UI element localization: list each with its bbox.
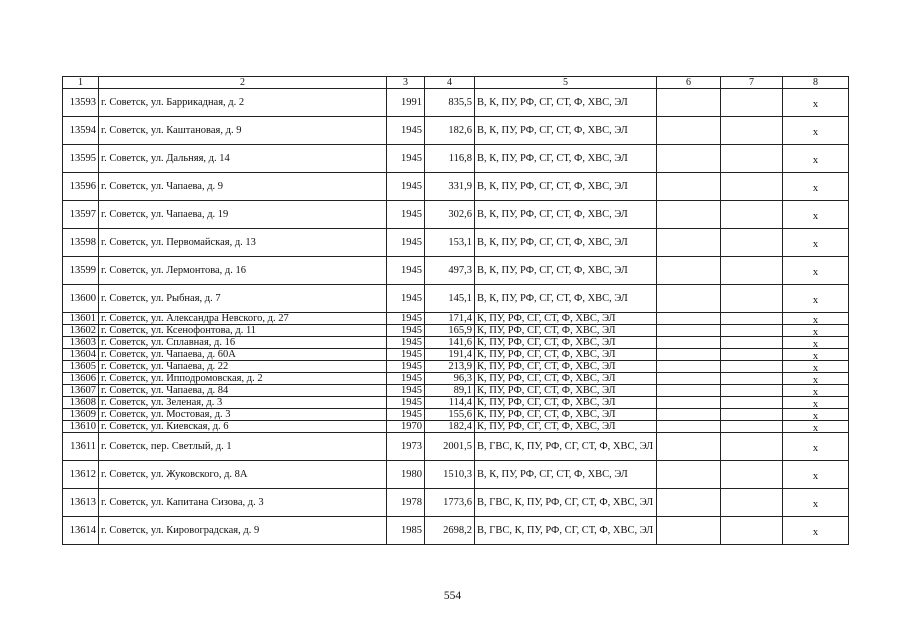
- cell-mark: х: [812, 210, 819, 222]
- cell-col6: [657, 325, 721, 337]
- table-row: [63, 229, 849, 257]
- cell-mark: х: [812, 182, 819, 194]
- cell-id: 13609: [63, 409, 99, 421]
- cell-systems: К, ПУ, РФ, СГ, СТ, Ф, ХВС, ЭЛ: [475, 409, 657, 421]
- cell-address: г. Советск, ул. Чапаева, д. 19: [99, 201, 387, 229]
- cell-area: 2698,2: [425, 517, 475, 545]
- cell-id: 13611: [63, 433, 99, 461]
- cell-systems: К, ПУ, РФ, СГ, СТ, Ф, ХВС, ЭЛ: [475, 313, 657, 325]
- cell-col8: [783, 433, 849, 461]
- table-row: [63, 409, 849, 421]
- cell-col8: [783, 385, 849, 397]
- cell-year: 1945: [387, 349, 425, 361]
- cell-area: 114,4: [425, 397, 475, 409]
- cell-col8: [783, 285, 849, 313]
- cell-year: 1985: [387, 517, 425, 545]
- cell-id: 13610: [63, 421, 99, 433]
- table-row: [63, 517, 849, 545]
- cell-col7: [721, 421, 783, 433]
- cell-id: 13613: [63, 489, 99, 517]
- cell-area: 835,5: [425, 89, 475, 117]
- cell-col6: [657, 145, 721, 173]
- cell-address: г. Советск, ул. Лермонтова, д. 16: [99, 257, 387, 285]
- housing-table: [62, 76, 849, 545]
- cell-area: 191,4: [425, 349, 475, 361]
- cell-col7: [721, 409, 783, 421]
- cell-col7: [721, 325, 783, 337]
- table-row: [63, 117, 849, 145]
- cell-year: 1945: [387, 145, 425, 173]
- cell-mark: х: [812, 422, 819, 433]
- cell-mark: х: [812, 374, 819, 385]
- cell-col6: [657, 173, 721, 201]
- cell-col7: [721, 117, 783, 145]
- cell-id: 13597: [63, 201, 99, 229]
- cell-year: 1945: [387, 229, 425, 257]
- header-cell: 5: [475, 77, 657, 89]
- cell-area: 331,9: [425, 173, 475, 201]
- cell-id: 13605: [63, 361, 99, 373]
- cell-address: г. Советск, ул. Кировоградская, д. 9: [99, 517, 387, 545]
- page-number: 554: [443, 590, 462, 602]
- cell-mark: х: [812, 294, 819, 306]
- cell-id: 13608: [63, 397, 99, 409]
- cell-year: 1945: [387, 173, 425, 201]
- cell-address: г. Советск, пер. Светлый, д. 1: [99, 433, 387, 461]
- cell-id: 13596: [63, 173, 99, 201]
- cell-systems: В, К, ПУ, РФ, СГ, СТ, Ф, ХВС, ЭЛ: [475, 145, 657, 173]
- cell-mark: х: [812, 470, 819, 482]
- table-row: [63, 361, 849, 373]
- cell-col7: [721, 385, 783, 397]
- cell-col8: [783, 361, 849, 373]
- cell-address: г. Советск, ул. Зеленая, д. 3: [99, 397, 387, 409]
- cell-col8: [783, 421, 849, 433]
- cell-address: г. Советск, ул. Рыбная, д. 7: [99, 285, 387, 313]
- cell-id: 13607: [63, 385, 99, 397]
- cell-address: г. Советск, ул. Киевская, д. 6: [99, 421, 387, 433]
- cell-area: 1773,6: [425, 489, 475, 517]
- cell-area: 89,1: [425, 385, 475, 397]
- cell-col7: [721, 257, 783, 285]
- cell-address: г. Советск, ул. Чапаева, д. 60А: [99, 349, 387, 361]
- cell-systems: К, ПУ, РФ, СГ, СТ, Ф, ХВС, ЭЛ: [475, 349, 657, 361]
- cell-col7: [721, 173, 783, 201]
- cell-area: 302,6: [425, 201, 475, 229]
- cell-year: 1970: [387, 421, 425, 433]
- cell-mark: х: [812, 266, 819, 278]
- cell-col6: [657, 285, 721, 313]
- cell-col7: [721, 89, 783, 117]
- header-cell: 3: [387, 77, 425, 89]
- cell-area: 1510,3: [425, 461, 475, 489]
- cell-col8: [783, 173, 849, 201]
- cell-id: 13598: [63, 229, 99, 257]
- table-row: [63, 373, 849, 385]
- header-cell: 2: [99, 77, 387, 89]
- table-row: [63, 201, 849, 229]
- header-cell: 7: [721, 77, 783, 89]
- table-row: [63, 461, 849, 489]
- cell-col8: [783, 373, 849, 385]
- cell-address: г. Советск, ул. Дальняя, д. 14: [99, 145, 387, 173]
- cell-year: 1978: [387, 489, 425, 517]
- cell-year: 1945: [387, 361, 425, 373]
- cell-col8: [783, 489, 849, 517]
- cell-col6: [657, 489, 721, 517]
- cell-col6: [657, 89, 721, 117]
- cell-col6: [657, 313, 721, 325]
- cell-area: 153,1: [425, 229, 475, 257]
- cell-col8: [783, 517, 849, 545]
- cell-area: 96,3: [425, 373, 475, 385]
- cell-col7: [721, 361, 783, 373]
- cell-systems: К, ПУ, РФ, СГ, СТ, Ф, ХВС, ЭЛ: [475, 373, 657, 385]
- header-cell: 8: [783, 77, 849, 89]
- cell-address: г. Советск, ул. Ипподромовская, д. 2: [99, 373, 387, 385]
- cell-mark: х: [812, 362, 819, 373]
- cell-id: 13604: [63, 349, 99, 361]
- cell-address: г. Советск, ул. Чапаева, д. 22: [99, 361, 387, 373]
- cell-id: 13614: [63, 517, 99, 545]
- cell-mark: х: [812, 386, 819, 397]
- cell-year: 1945: [387, 285, 425, 313]
- table-row: [63, 337, 849, 349]
- cell-year: 1991: [387, 89, 425, 117]
- cell-id: 13603: [63, 337, 99, 349]
- cell-mark: х: [812, 126, 819, 138]
- cell-col7: [721, 373, 783, 385]
- cell-year: 1945: [387, 313, 425, 325]
- cell-year: 1980: [387, 461, 425, 489]
- cell-id: 13601: [63, 313, 99, 325]
- cell-col7: [721, 285, 783, 313]
- cell-systems: К, ПУ, РФ, СГ, СТ, Ф, ХВС, ЭЛ: [475, 361, 657, 373]
- table-row: [63, 257, 849, 285]
- cell-mark: х: [812, 338, 819, 349]
- table-row: [63, 349, 849, 361]
- table-row: [63, 89, 849, 117]
- table-row: [63, 313, 849, 325]
- cell-year: 1945: [387, 373, 425, 385]
- cell-systems: В, К, ПУ, РФ, СГ, СТ, Ф, ХВС, ЭЛ: [475, 201, 657, 229]
- table-row: [63, 421, 849, 433]
- cell-systems: В, ГВС, К, ПУ, РФ, СГ, СТ, Ф, ХВС, ЭЛ: [475, 489, 657, 517]
- cell-address: г. Советск, ул. Мостовая, д. 3: [99, 409, 387, 421]
- cell-area: 182,4: [425, 421, 475, 433]
- cell-address: г. Советск, ул. Капитана Сизова, д. 3: [99, 489, 387, 517]
- cell-col7: [721, 201, 783, 229]
- cell-col6: [657, 201, 721, 229]
- cell-col6: [657, 461, 721, 489]
- cell-col6: [657, 433, 721, 461]
- cell-col6: [657, 421, 721, 433]
- cell-systems: В, К, ПУ, РФ, СГ, СТ, Ф, ХВС, ЭЛ: [475, 89, 657, 117]
- cell-address: г. Советск, ул. Жуковского, д. 8А: [99, 461, 387, 489]
- cell-col8: [783, 201, 849, 229]
- cell-mark: х: [812, 442, 819, 454]
- cell-mark: х: [812, 326, 819, 337]
- cell-systems: В, К, ПУ, РФ, СГ, СТ, Ф, ХВС, ЭЛ: [475, 117, 657, 145]
- cell-area: 171,4: [425, 313, 475, 325]
- cell-mark: х: [812, 498, 819, 510]
- table-row: [63, 489, 849, 517]
- cell-col6: [657, 117, 721, 145]
- cell-col6: [657, 361, 721, 373]
- cell-area: 497,3: [425, 257, 475, 285]
- cell-col8: [783, 257, 849, 285]
- cell-area: 165,9: [425, 325, 475, 337]
- cell-col8: [783, 349, 849, 361]
- cell-col8: [783, 397, 849, 409]
- cell-col7: [721, 433, 783, 461]
- cell-address: г. Советск, ул. Александра Невского, д. 27: [99, 313, 387, 325]
- cell-col7: [721, 489, 783, 517]
- cell-id: 13602: [63, 325, 99, 337]
- cell-systems: К, ПУ, РФ, СГ, СТ, Ф, ХВС, ЭЛ: [475, 385, 657, 397]
- cell-address: г. Советск, ул. Первомайская, д. 13: [99, 229, 387, 257]
- cell-col8: [783, 89, 849, 117]
- cell-year: 1945: [387, 409, 425, 421]
- cell-col7: [721, 461, 783, 489]
- cell-area: 182,6: [425, 117, 475, 145]
- cell-col6: [657, 385, 721, 397]
- cell-systems: В, К, ПУ, РФ, СГ, СТ, Ф, ХВС, ЭЛ: [475, 229, 657, 257]
- cell-mark: х: [812, 154, 819, 166]
- cell-systems: К, ПУ, РФ, СГ, СТ, Ф, ХВС, ЭЛ: [475, 421, 657, 433]
- cell-systems: В, ГВС, К, ПУ, РФ, СГ, СТ, Ф, ХВС, ЭЛ: [475, 517, 657, 545]
- cell-address: г. Советск, ул. Чапаева, д. 9: [99, 173, 387, 201]
- cell-col6: [657, 397, 721, 409]
- cell-col7: [721, 349, 783, 361]
- cell-area: 213,9: [425, 361, 475, 373]
- cell-col8: [783, 461, 849, 489]
- cell-systems: К, ПУ, РФ, СГ, СТ, Ф, ХВС, ЭЛ: [475, 325, 657, 337]
- cell-systems: В, К, ПУ, РФ, СГ, СТ, Ф, ХВС, ЭЛ: [475, 257, 657, 285]
- cell-mark: х: [812, 398, 819, 409]
- cell-area: 2001,5: [425, 433, 475, 461]
- cell-area: 145,1: [425, 285, 475, 313]
- table-row: [63, 285, 849, 313]
- table-row: [63, 385, 849, 397]
- cell-systems: В, К, ПУ, РФ, СГ, СТ, Ф, ХВС, ЭЛ: [475, 461, 657, 489]
- cell-col6: [657, 229, 721, 257]
- cell-address: г. Советск, ул. Каштановая, д. 9: [99, 117, 387, 145]
- cell-address: г. Советск, ул. Ксенофонтова, д. 11: [99, 325, 387, 337]
- cell-col8: [783, 229, 849, 257]
- cell-col8: [783, 117, 849, 145]
- cell-year: 1945: [387, 337, 425, 349]
- table-row: [63, 173, 849, 201]
- cell-col6: [657, 409, 721, 421]
- cell-address: г. Советск, ул. Сплавная, д. 16: [99, 337, 387, 349]
- cell-id: 13606: [63, 373, 99, 385]
- header-cell: 1: [63, 77, 99, 89]
- header-cell: 6: [657, 77, 721, 89]
- cell-systems: К, ПУ, РФ, СГ, СТ, Ф, ХВС, ЭЛ: [475, 397, 657, 409]
- cell-systems: В, К, ПУ, РФ, СГ, СТ, Ф, ХВС, ЭЛ: [475, 173, 657, 201]
- cell-col6: [657, 517, 721, 545]
- cell-col6: [657, 349, 721, 361]
- cell-col7: [721, 145, 783, 173]
- cell-id: 13600: [63, 285, 99, 313]
- table-row: [63, 145, 849, 173]
- cell-year: 1945: [387, 257, 425, 285]
- cell-systems: К, ПУ, РФ, СГ, СТ, Ф, ХВС, ЭЛ: [475, 337, 657, 349]
- cell-col6: [657, 257, 721, 285]
- cell-year: 1945: [387, 201, 425, 229]
- cell-year: 1945: [387, 385, 425, 397]
- cell-id: 13612: [63, 461, 99, 489]
- cell-mark: х: [812, 314, 819, 325]
- cell-area: 141,6: [425, 337, 475, 349]
- cell-mark: х: [812, 526, 819, 538]
- cell-col6: [657, 373, 721, 385]
- cell-col8: [783, 145, 849, 173]
- cell-col7: [721, 337, 783, 349]
- cell-col7: [721, 517, 783, 545]
- table-row: [63, 325, 849, 337]
- table-body: [63, 77, 849, 545]
- cell-id: 13595: [63, 145, 99, 173]
- table-row: [63, 397, 849, 409]
- cell-col8: [783, 337, 849, 349]
- cell-year: 1973: [387, 433, 425, 461]
- cell-area: 155,6: [425, 409, 475, 421]
- cell-col7: [721, 229, 783, 257]
- cell-col7: [721, 397, 783, 409]
- cell-address: г. Советск, ул. Чапаева, д. 84: [99, 385, 387, 397]
- cell-col8: [783, 409, 849, 421]
- cell-systems: В, ГВС, К, ПУ, РФ, СГ, СТ, Ф, ХВС, ЭЛ: [475, 433, 657, 461]
- cell-id: 13599: [63, 257, 99, 285]
- table-row: [63, 433, 849, 461]
- cell-col6: [657, 337, 721, 349]
- cell-address: г. Советск, ул. Баррикадная, д. 2: [99, 89, 387, 117]
- header-cell: 4: [425, 77, 475, 89]
- cell-col8: [783, 313, 849, 325]
- cell-id: 13594: [63, 117, 99, 145]
- cell-col7: [721, 313, 783, 325]
- cell-year: 1945: [387, 117, 425, 145]
- cell-year: 1945: [387, 397, 425, 409]
- table-header-row: [63, 77, 849, 89]
- cell-mark: х: [812, 350, 819, 361]
- cell-area: 116,8: [425, 145, 475, 173]
- cell-year: 1945: [387, 325, 425, 337]
- cell-id: 13593: [63, 89, 99, 117]
- cell-mark: х: [812, 98, 819, 110]
- cell-mark: х: [812, 238, 819, 250]
- cell-systems: В, К, ПУ, РФ, СГ, СТ, Ф, ХВС, ЭЛ: [475, 285, 657, 313]
- cell-col8: [783, 325, 849, 337]
- cell-mark: х: [812, 410, 819, 421]
